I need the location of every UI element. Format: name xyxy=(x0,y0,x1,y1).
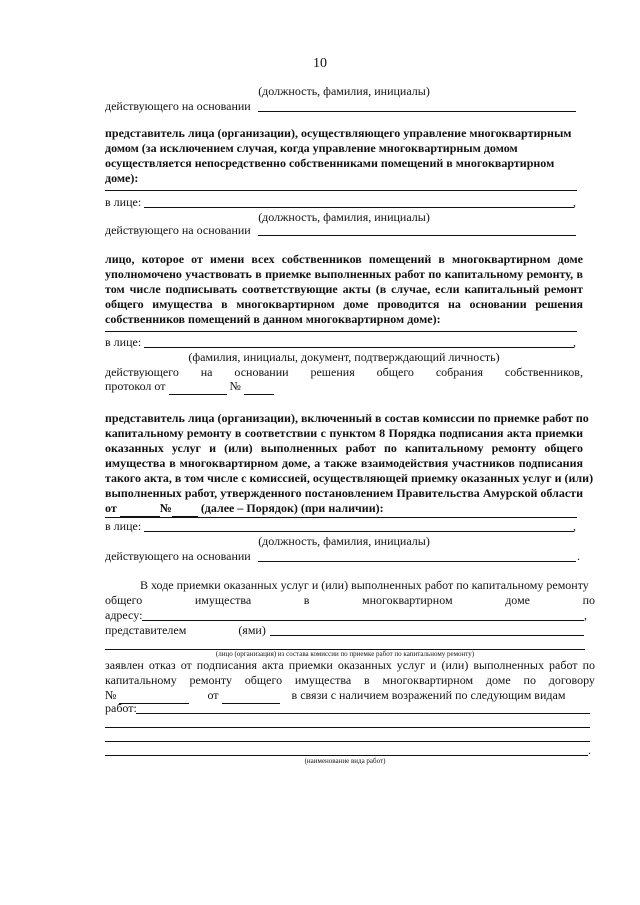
person-label: в лице: xyxy=(105,335,142,349)
word: в xyxy=(364,673,370,687)
org-name-line xyxy=(105,517,577,518)
address-end: , xyxy=(584,608,587,622)
works-fill-line-3 xyxy=(105,741,590,742)
paragraph-line: домом (за исключением случая, когда управление многоквартирным домом xyxy=(105,141,518,155)
works-caption: (наименование вида работ) xyxy=(304,757,386,765)
from-label: от xyxy=(207,688,219,702)
paragraph-line: осуществляется непосредственно собственниками помещений в многоквартирном xyxy=(105,156,555,170)
paragraph-line: представитель лица (организации), осуществляющего управление многоквартирным xyxy=(105,126,572,140)
paragraph-line: общего имущества в многоквартирном доме проводится на основании решения xyxy=(105,297,583,311)
decree-row xyxy=(105,501,583,517)
person-label: в лице: xyxy=(105,195,142,209)
paragraph-line: оказанных услуг и (или) выполненных работ по капитальному ремонту общего xyxy=(105,441,583,455)
person-fill-line xyxy=(144,347,574,348)
protocol-label: протокол от xyxy=(105,379,166,393)
word: основании xyxy=(234,365,289,379)
caption-position-name: (должность, фамилия, инициалы) xyxy=(258,534,430,548)
caption-position-name: (должность, фамилия, инициалы) xyxy=(258,210,430,224)
word: доме xyxy=(485,673,511,687)
refusal-line-2 xyxy=(105,673,595,688)
decision-row xyxy=(105,365,583,380)
paragraph-line: имущества в многоквартирном доме, а также взаимодействия участников подписания xyxy=(105,456,583,470)
word: договору xyxy=(548,673,595,687)
caption-identity: (фамилия, инициалы, документ, подтверждающий личность) xyxy=(188,350,500,364)
person-label: в лице: xyxy=(105,519,142,533)
word: доме xyxy=(505,593,530,607)
person-end: , xyxy=(573,519,576,533)
refusal-line: заявлен отказ от подписания акта приемки оказанных услуг и (или) выполненных работ по xyxy=(105,658,595,672)
word: общего xyxy=(376,365,414,379)
acceptance-intro-2 xyxy=(105,593,595,608)
person-fill-line xyxy=(144,531,574,532)
paragraph-line: доме): xyxy=(105,171,139,185)
representative-label: представителем xyxy=(105,623,187,637)
paragraph-line: выполненных работ, утвержденного постановлением Правительства Амурской области xyxy=(105,486,583,500)
basis-fill-line xyxy=(258,235,576,236)
paragraph-line: том числе подписывать соответствующие акты (в случае, если капитальный ремонт xyxy=(105,282,583,296)
basis-label: действующего на основании xyxy=(105,99,251,113)
word: многоквартирном xyxy=(382,673,474,687)
address-fill-line xyxy=(142,620,584,621)
basis-fill-line xyxy=(258,111,576,112)
basis-label: действующего на основании xyxy=(105,549,251,563)
word: собрания xyxy=(435,365,483,379)
number-sign: № xyxy=(159,501,172,515)
word: общего xyxy=(105,593,143,607)
address-label: адресу: xyxy=(105,608,143,622)
word: по xyxy=(523,673,536,687)
word: в xyxy=(303,593,310,607)
paragraph-line: уполномочено участвовать в приемке выполненных работ по капитальному ремонту, в xyxy=(105,267,583,281)
works-fill-line-4 xyxy=(105,755,588,756)
word: собственников, xyxy=(504,365,583,379)
word: капитальному xyxy=(105,673,177,687)
org-name-line xyxy=(105,190,577,191)
paragraph-line: лицо, которое от имени всех собственников помещений в многоквартирном доме xyxy=(105,252,583,266)
word: имущества xyxy=(294,673,352,687)
objection-text: в связи с наличием возражений по следующим видам xyxy=(291,688,566,702)
owner-name-line xyxy=(105,331,577,332)
acceptance-intro: В ходе приемки оказанных услуг и (или) выполненных работ по капитальному ремонту xyxy=(140,578,589,592)
page-number: 10 xyxy=(313,56,327,71)
word: действующего xyxy=(105,365,179,379)
works-fill-line xyxy=(136,713,590,714)
paragraph-line: представитель лица (организации), включенный в состав комиссии по приемке работ по xyxy=(105,411,589,425)
word: общего xyxy=(244,673,283,687)
person-fill-line xyxy=(144,207,574,208)
protocol-row xyxy=(105,379,583,395)
representative-fill-line xyxy=(270,635,584,636)
word: имущества xyxy=(194,593,252,607)
word: ремонту xyxy=(189,673,232,687)
representative-suffix: (ями) xyxy=(238,623,266,637)
basis-fill-line xyxy=(258,561,576,562)
person-end: , xyxy=(573,195,576,209)
paragraph-line: собственников помещений в данном многоквартирном доме): xyxy=(105,312,441,326)
word: многоквартирном xyxy=(362,593,453,607)
word: по xyxy=(582,593,595,607)
paragraph-line: такого акта, в том числе с комиссией, осуществляющей приемку оказанных услуг и (или) xyxy=(105,471,594,485)
number-sign: № xyxy=(105,688,117,702)
representative-caption: (лицо (организация) из состава комиссии по приемке работ по капитальному ремонту) xyxy=(215,650,475,658)
from-label: от xyxy=(105,501,117,515)
decree-number-field xyxy=(172,501,198,517)
basis-label: действующего на основании xyxy=(105,223,251,237)
protocol-number-field xyxy=(244,379,274,395)
works-end: . xyxy=(588,743,591,757)
word: решения xyxy=(310,365,355,379)
basis-end: . xyxy=(577,549,580,563)
works-label: работ: xyxy=(105,701,137,715)
works-fill-line-2 xyxy=(105,727,590,728)
paragraph-line: капитальному ремонту в соответствии с пунктом 8 Порядка подписания акта приемки xyxy=(105,426,583,440)
decree-date-field xyxy=(120,501,160,517)
number-sign: № xyxy=(229,379,241,393)
word: на xyxy=(200,365,213,379)
protocol-date-field xyxy=(169,379,227,395)
decree-tail: (далее – Порядок) (при наличии): xyxy=(200,501,384,515)
person-end: , xyxy=(573,335,576,349)
caption-position-name: (должность, фамилия, инициалы) xyxy=(258,84,430,98)
